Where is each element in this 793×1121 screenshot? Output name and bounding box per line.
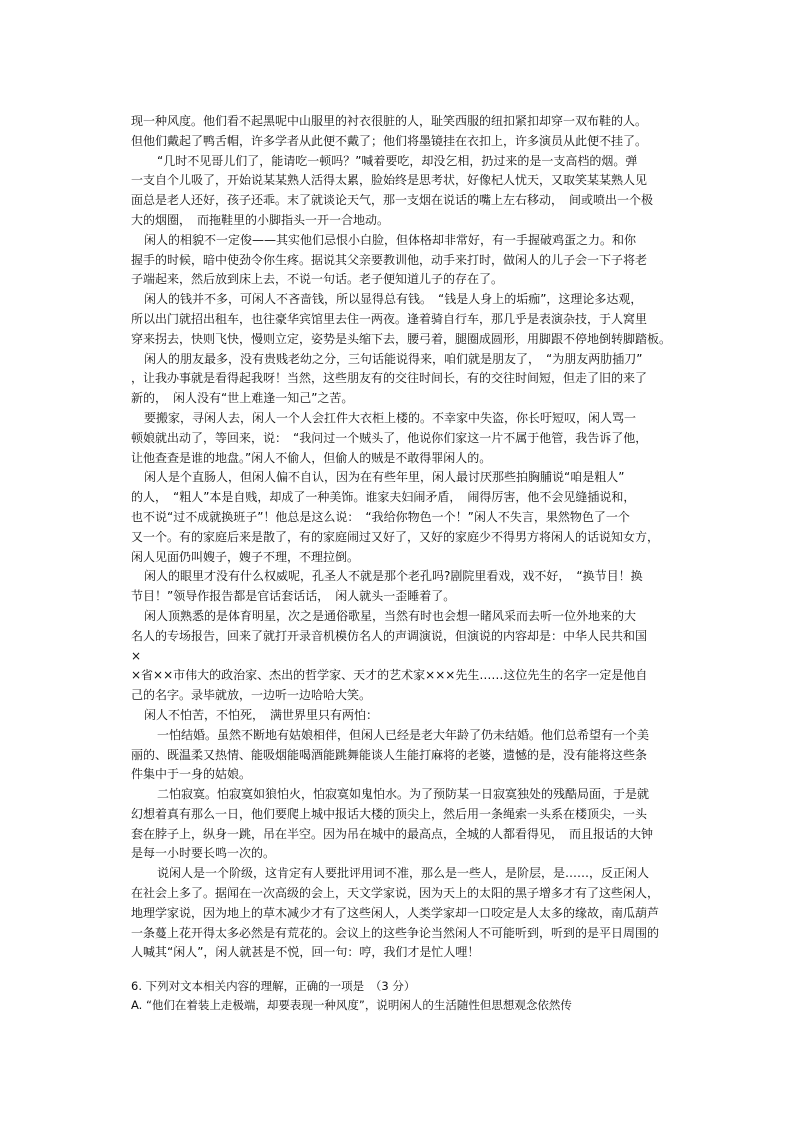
text-line: 闲人的相貌不一定俊——其实他们忌恨小白脸，但体格却非常好，有一手握破鸡蛋之力。和你: [144, 232, 637, 247]
text-line: 人喊其“闲人”，闲人就甚是不悦，回一句：哼，我们才是忙人哩！: [131, 945, 480, 960]
text-line: 所以出门就招出租车，也往豪华宾馆里去住一两夜。逢着骑自行车，那几乎是表演杂技，于人窝里: [131, 311, 648, 326]
text-line: 子端起来，然后放到床上去，不说一句话。老子便知道儿子的存在了。: [131, 272, 504, 287]
text-line: 二怕寂寞。怕寂寞如狼怕火，怕寂寞如鬼怕水。为了预防某一日寂寞独处的残酷局面，于是就: [157, 787, 650, 802]
text-line: 大的烟圈， 而拖鞋里的小脚指头一开一合地动。: [131, 212, 390, 227]
text-line: 一条蔓上花开得太多必然是有荒花的。会议上的这些争论当然闲人不可能听到，听到的是平日周围的: [131, 925, 660, 940]
text-line: 要搬家，寻闲人去，闲人一个人会扛件大衣柜上楼的。不幸家中失盗，你长吁短叹，闲人骂一: [144, 410, 637, 425]
text-line: 闲人顶熟悉的是体育明星，次之是通俗歌星，当然有时也会想一睹风采而去听一位外地来的大: [144, 608, 637, 623]
text-line: 让他查查是谁的地盘。”闲人不偷人，但偷人的贼是不敢得罪闲人的。: [131, 450, 492, 465]
text-line: 幻想着真有那么一日，他们要爬上城中报话大楼的顶尖上，然后用一条绳索一头系在楼顶尖，一头: [131, 806, 648, 821]
text-line: 面总是老人还好，孩子还乖。末了就谈论天气，那一支烟在说话的嘴上左右移动， 间或喷出一个极: [131, 193, 654, 208]
text-line: 闲人的眼里才没有什么权威呢，孔圣人不就是那个老孔吗?剧院里看戏，戏不好， “换节目！换: [144, 569, 643, 584]
text-line: 件集中于一身的姑娘。: [131, 767, 252, 782]
text-line: 也不说“过不成就换班子”！他总是这么说： “我给你物色一个！”闲人不失言，果然物色了一个: [131, 509, 630, 524]
text-line: 的人， “粗人”本是自贱，却成了一种美饰。谁家夫妇闹矛盾， 闹得厉害，他不会见缝插说和，: [131, 490, 636, 505]
document-content: [131, 112, 671, 1015]
text-line: 是每一小时要长鸣一次的。: [131, 846, 276, 861]
text-line: 一怕结婚。虽然不断地有姑娘相伴，但闲人已经是老大年龄了仍未结婚。他们总希望有一个美: [157, 727, 650, 742]
text-line: 闲人的朋友最多，没有贵贱老幼之分，三句话能说得来，咱们就是朋友了， “为朋友两肋插刀”: [144, 351, 643, 366]
article-body: [131, 112, 671, 963]
text-line: 闲人是个直肠人，但闲人偏不自认，因为在有些年里，闲人最讨厌那些拍胸脯说“咱是粗人”: [144, 470, 625, 485]
text-line: 套在脖子上，纵身一跳，吊在半空。因为吊在城中的最高点，全城的人都看得见， 而且报话的大钟: [131, 826, 654, 841]
text-line: 但他们戴起了鸭舌帽，许多学者从此便不戴了；他们将墨镜挂在衣扣上，许多演员从此便不挂了。: [131, 133, 648, 148]
text-line: 说闲人是一个阶级，这肯定有人要批评用词不准，那么是一些人，是阶层，是……，反正闲人: [157, 866, 650, 881]
question-6-option-a: A. “他们在着装上走极端，却要表现一种风度”，说明闲人的生活随性但思想观念依然传: [131, 998, 572, 1013]
text-line: 一支自个儿吸了，开始说某某熟人活得太累，脸始终是思考状，好像杞人忧天，又取笑某某熟人见: [131, 173, 648, 188]
text-line: 闲人不怕苦，不怕死， 满世界里只有两怕：: [144, 707, 379, 722]
text-line: 现一种风度。他们看不起黑呢中山服里的衬衣很脏的人，耻笑西服的纽扣紧扣却穿一双布鞋的人。: [131, 114, 648, 128]
text-line: 己的名字。录毕就放，一边听一边哈哈大笑。: [131, 688, 372, 703]
text-line: “几时不见哥儿们了，能请吃一顿吗？”喊着要吃，却没乞相，扔过来的是一支高档的烟。弹: [157, 153, 638, 168]
question-section: [131, 977, 671, 1015]
text-line: 在社会上多了。据闻在一次高级的会上，天文学家说，因为天上的太阳的黑子增多才有了这些闲人，: [131, 886, 660, 901]
text-line: ×: [131, 648, 142, 663]
text-line: 穿来拐去，快则飞快，慢则立定，姿势是头缩下去，腰弓着，腿圈成圆形，用脚跟不停地倒转脚踏板。: [131, 331, 671, 346]
text-line: 地理学家说，因为地上的草木减少才有了这些闲人，人类学家却一口咬定是人太多的缘故，南瓜葫芦: [131, 905, 660, 920]
text-line: 闲人见面仍叫嫂子，嫂子不理，不理拉倒。: [131, 549, 360, 564]
text-line: 新的， 闲人没有“世上难逢一知己”之苦。: [131, 391, 354, 406]
question-6: 6. 下列对文本相关内容的理解，正确的一项是 （3 分）: [131, 979, 416, 994]
text-line: 节目！”领导作报告都是官话套话话， 闲人就头一歪睡着了。: [131, 589, 456, 604]
text-line: 丽的、既温柔又热情、能吸烟能喝酒能跳舞能谈人生能打麻将的老婆，遗憾的是，没有能将这些条: [131, 747, 648, 762]
text-line: 握手的时候，暗中使劲令你生疼。据说其父亲要教训他，动手来打时，做闲人的儿子会一下子将老: [131, 252, 648, 267]
text-line: 闲人的钱并不多，可闲人不吝啬钱，所以显得总有钱。 “钱是人身上的垢痂”，这理论多达观，: [144, 292, 643, 307]
text-line: 顿娘就出动了，等回来，说： “我问过一个贼头了，他说你们家这一片不属于他管，我告诉了他，: [131, 430, 648, 445]
text-line: ，让我办事就是看得起我呀！当然，这些朋友有的交往时间长，有的交往时间短，但走了旧的来了: [131, 371, 648, 386]
text-line: ×省××市伟大的政治家、杰出的哲学家、天才的艺术家×××先生……这位先生的名字一定是他自: [131, 668, 648, 683]
text-line: 名人的专场报告，回来了就打开录音机模仿名人的声调演说，但演说的内容却是：中华人民共和国: [131, 628, 648, 643]
text-line: 又一个。有的家庭后来是散了，有的家庭闹过又好了，又好的家庭少不得男方将闲人的话说知女方，: [131, 529, 660, 544]
